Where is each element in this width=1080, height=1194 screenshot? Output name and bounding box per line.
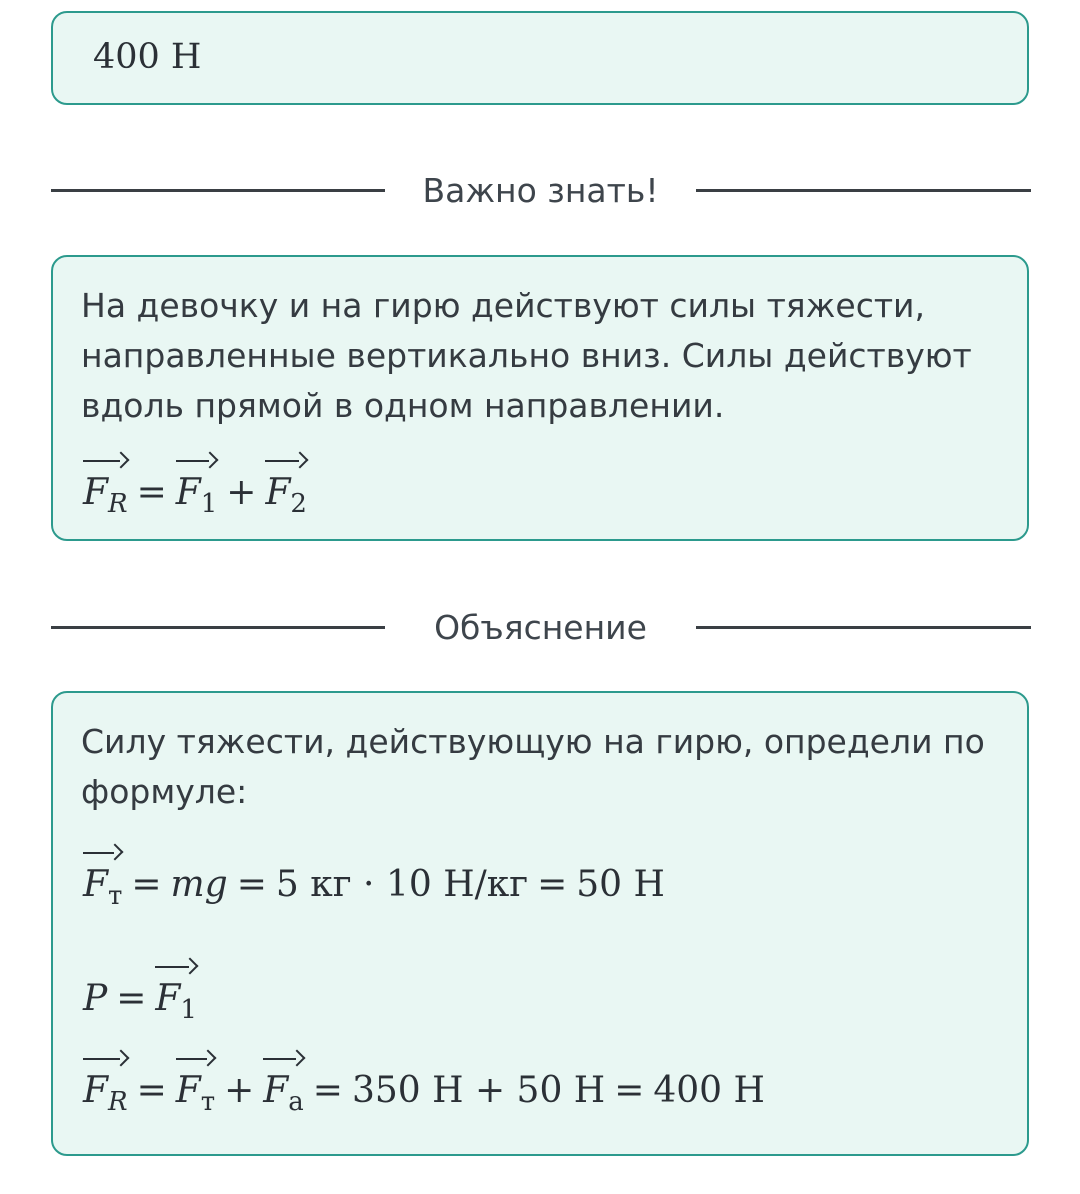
vector-f-t: $F_т$ [176,1073,215,1109]
vector-f-r: $F_R$ [83,1073,128,1109]
vector-arrow-icon [83,845,122,861]
vector-f-a: $F_а$ [263,1073,304,1109]
divider-line-right [696,189,1031,192]
vector-arrow-icon [155,959,197,975]
answer-option-box[interactable] [51,11,1029,105]
explanation-box [51,691,1029,1156]
important-divider [51,165,1031,215]
divider-line-left [51,626,385,629]
important-note-box [51,255,1029,541]
vector-arrow-icon [176,1051,215,1067]
vector-arrow-icon [263,1051,304,1067]
resultant-force-formula: $F_R$ = $F_1$ + $F_2$ [83,475,307,511]
answer-value: 400 Н [93,37,202,77]
resultant-calculation-formula: $F_R$ = $F_т$ + $F_а = 350$ Н + 50 Н = 400 Н [83,1073,765,1109]
important-text: На девочку и на гирю действуют силы тяжести, направленные вертикально вниз. Силы действуют вдоль прямой в одном направлении. [81,286,972,425]
vector-arrow-icon [83,1051,128,1067]
explanation-text: Силу тяжести, действующую на гирю, определи по формуле: [81,722,985,811]
vector-f-1: $F_1$ [176,475,218,511]
divider-line-left [51,189,385,192]
vector-f-t: $F_т$ [83,867,122,903]
vector-f-r: $F_R$ [83,475,128,511]
vector-f-1: $F_1$ [155,981,197,1017]
important-heading: Важно знать! [422,171,659,210]
gravity-force-formula: $F_т$ = mg = 5 кг · 10 Н/кг = 50 Н [83,867,665,903]
weight-formula: P = $F_1$ [83,981,197,1017]
vector-arrow-icon [176,453,218,469]
vector-arrow-icon [265,453,307,469]
explanation-heading: Объяснение [434,608,647,647]
vector-arrow-icon [83,453,128,469]
divider-line-right [696,626,1031,629]
explanation-divider [51,602,1031,652]
vector-f-2: $F_2$ [265,475,307,511]
